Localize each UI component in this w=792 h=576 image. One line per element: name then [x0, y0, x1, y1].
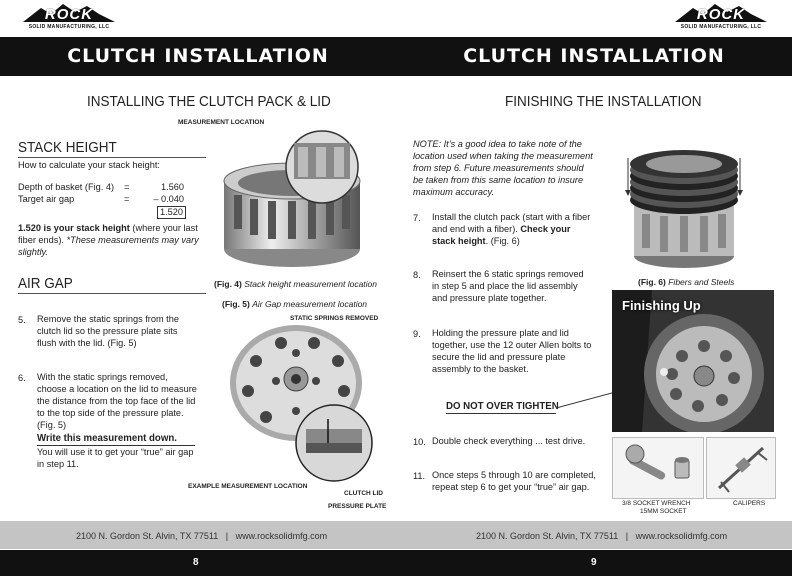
tool-label-calipers: CALIPERS — [733, 500, 766, 507]
warning-text: DO NOT OVER TIGHTEN — [446, 400, 559, 412]
logo-word: ROCK — [44, 6, 94, 23]
clutch-basket-icon — [212, 129, 378, 275]
calipers-icon — [707, 438, 775, 498]
stack-intro: How to calculate your stack height: — [18, 160, 160, 170]
step-text: Double check everything ... test drive. — [432, 436, 586, 446]
fig5-caption-text: Air Gap measurement location — [252, 299, 368, 309]
page-heading: INSTALLING THE CLUTCH PACK & LID — [87, 93, 331, 110]
step-text: Remove the static springs from the clutch lid so the pressure plate sits flush with the lid. (Fig. 5) — [37, 314, 179, 348]
step-text: With the static springs removed, choose a location on the lid to measure the distance from the top face of the lid to the top side of the pressure plate. (Fig. 5) — [37, 372, 197, 430]
result-box: 1.520 — [157, 206, 186, 219]
section-rule — [18, 157, 206, 158]
section-title-air-gap: AIR GAP — [18, 275, 73, 292]
banner-title: CLUTCH INSTALLATION — [0, 37, 396, 76]
logo-subtitle: SOLID MANUFACTURING, LLC — [680, 24, 762, 30]
summary-rest: (where your last fiber ends). — [18, 223, 198, 245]
rock-logo — [675, 2, 767, 32]
page-number: 9 — [591, 557, 597, 568]
row-label: Target air gap — [18, 194, 75, 204]
note-title: Write this measurement down. — [37, 432, 177, 444]
summary-italic: *These measurements may vary slightly. — [18, 235, 199, 257]
summary-bold: 1.520 is your stack height — [18, 223, 130, 233]
fig6-image — [620, 136, 748, 274]
step-number: 11. — [413, 471, 426, 481]
step-text: Reinsert the 6 static springs removed in step 5 and place the lid assembly and pressure plate together. — [432, 269, 584, 303]
section-rule — [18, 293, 206, 294]
finishing-up-photo — [612, 290, 774, 432]
step7-text: Install the clutch pack (start with a fiber and end with a fiber). — [432, 212, 591, 234]
tool-label-socket: 15MM SOCKET — [640, 508, 687, 515]
logo-subtitle: SOLID MANUFACTURING, LLC — [28, 24, 110, 30]
rock-logo — [23, 2, 115, 32]
fig4-caption — [214, 279, 377, 289]
row-label: Depth of basket (Fig. 4) — [18, 182, 115, 192]
step-number: 5. — [18, 315, 26, 325]
row-value: – 0.040 — [153, 194, 184, 204]
step7-tail: . (Fig. 6) — [485, 236, 520, 246]
fig6-caption — [638, 277, 734, 287]
step-number: 7. — [413, 213, 421, 223]
footer-address: 2100 N. Gordon St. Alvin, TX 77511 | www.rocksolidmfg.com — [476, 531, 728, 541]
calipers-photo — [706, 437, 776, 499]
fig6-label: (Fig. 6) — [638, 277, 666, 287]
callout-pressure-plate: PRESSURE PLATE — [328, 503, 387, 510]
socket-wrench-icon — [613, 438, 703, 498]
clutch-lid-icon — [226, 321, 376, 486]
fig4-caption-text: Stack height measurement location — [244, 279, 378, 289]
step-text: Holding the pressure plate and lid together, use the 12 outer Allen bolts to secure the lid and pressure plate assembly to the basket. — [432, 328, 592, 374]
page-number: 8 — [193, 557, 199, 568]
tool-label-wrench: 3/8 SOCKET WRENCH — [622, 500, 691, 507]
note-text: You will use it to get your “true” air gap in step 11. — [37, 447, 194, 469]
step-number: 6. — [18, 373, 26, 383]
footer-address: 2100 N. Gordon St. Alvin, TX 77511 | www.rocksolidmfg.com — [76, 531, 328, 541]
step-number: 8. — [413, 270, 421, 280]
note-paragraph: NOTE: It’s a good idea to take note of the location used when taking the measurement from step 6. Future measurements should be taken from this same location to insure maximum accuracy. — [413, 139, 593, 197]
fig4-image — [212, 129, 378, 275]
warning-underline — [446, 413, 556, 414]
step-number: 9. — [413, 329, 421, 339]
callout-static-springs: STATIC SPRINGS REMOVED — [290, 315, 379, 322]
step-text — [432, 211, 592, 247]
step7-bold: Check your stack height — [432, 224, 571, 246]
photo-title: Finishing Up — [622, 298, 701, 313]
row-op: = — [124, 182, 130, 192]
fig6-caption-text: Fibers and Steels — [668, 277, 735, 287]
callout-measurement-location: MEASUREMENT LOCATION — [178, 119, 265, 126]
row-value: 1.560 — [161, 182, 184, 192]
step-number: 10. — [413, 437, 426, 447]
step-text: Once steps 5 through 10 are completed, repeat step 6 to get your “true” air gap. — [432, 470, 596, 492]
banner-title: CLUTCH INSTALLATION — [396, 37, 792, 76]
section-title-stack-height: STACK HEIGHT — [18, 139, 117, 156]
logo-word: ROCK — [696, 6, 746, 23]
callout-clutch-lid: CLUTCH LID — [344, 490, 383, 497]
row-op: = — [124, 194, 130, 204]
callout-example-measurement: EXAMPLE MEASUREMENT LOCATION — [188, 483, 308, 490]
page-heading: FINISHING THE INSTALLATION — [505, 93, 702, 110]
socket-wrench-photo — [612, 437, 704, 499]
fig5-image — [226, 321, 376, 486]
stack-summary — [18, 222, 210, 258]
clutch-pack-icon — [620, 136, 748, 274]
fig5-caption — [222, 299, 367, 309]
fig4-label: (Fig. 4) — [214, 279, 242, 289]
fig5-label: (Fig. 5) — [222, 299, 250, 309]
